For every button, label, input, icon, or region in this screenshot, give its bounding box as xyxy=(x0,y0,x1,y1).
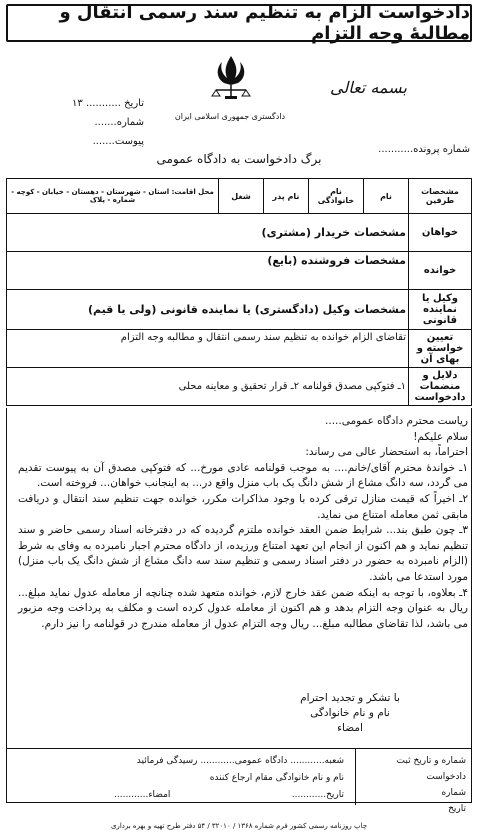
referral-name: نام و نام خانوادگی مقام ارجاع کننده xyxy=(209,773,344,783)
col-parties: مشخصات طرفین xyxy=(409,179,472,214)
signoff xyxy=(300,691,400,736)
table-row xyxy=(7,252,472,290)
letter-body xyxy=(18,414,468,632)
signature: امضاء xyxy=(337,722,363,734)
registration-number: شماره xyxy=(441,788,466,798)
closing: با تشکر و تجدید احترام xyxy=(300,692,400,704)
col-address: محل اقامت: استان - شهرستان - دهستان - خیابان - کوچه - شماره - پلاک xyxy=(7,179,219,214)
registration-label: شماره و تاریخ ثبت دادخواست xyxy=(396,756,466,782)
parties-table xyxy=(6,178,472,406)
attachment-label: پیوست....... xyxy=(92,136,144,147)
col-father: نام پدر xyxy=(264,179,309,214)
letter-salutation: ریاست محترم دادگاه عمومی..... xyxy=(325,415,468,427)
date-label: تاریخ ........... ۱۳ xyxy=(72,98,144,109)
col-name: نام xyxy=(364,179,409,214)
row-content: ۱ـ فتوکپی مصدق قولنامه ۲ـ قرار تحقیق و معاینه محلی xyxy=(7,368,409,406)
print-line: چاپ روزنامه رسمی کشور فرم شماره ۱۳۶۸ / ۳۲۰۱۰ / ۵۴ دفتر طرح تهیه و بهره برداری xyxy=(110,822,368,830)
referral-sign: امضاء............ xyxy=(114,790,171,800)
letter-paragraph-4: ۴ـ بعلاوه، با توجه به اینکه ضمن عقد خارج لازم، خوانده متعهد شده چنانچه از معامله عدول نماید مبلغ... ریال به عنوان وجه التزام بدهد و هم اکنون از معامله عدول کرده است و مکلف به پرداخت وجه مزبور می باشد، لذا تقاضای مطالبه مبلغ... ریال وجه التزام عدول از معامله مندرج در قولنامه را نیز دارم. xyxy=(18,586,468,630)
referral-date: تاریخ............ xyxy=(291,790,344,800)
row-label: خوانده xyxy=(409,252,472,290)
table-row xyxy=(7,368,472,406)
letter-greeting: سلام علیکم! xyxy=(413,430,468,443)
row-label: خواهان xyxy=(409,214,472,252)
row-content: مشخصات خریدار (مشتری) xyxy=(7,214,409,252)
row-label: وکیل یا نماینده قانونی xyxy=(409,290,472,330)
signature-name: نام و نام خانوادگی xyxy=(310,707,390,719)
letter-paragraph-2: ۲ـ اخیراً که قیمت منازل ترقی کرده با وجود مذاکرات مکرر، خوانده جهت تنظیم سند انتقال و دریافت مابقی ثمن معامله امتناع می نماید. xyxy=(18,492,468,521)
footer xyxy=(6,748,472,819)
form-title xyxy=(6,4,472,42)
row-label: تعیین خواسته و بهای آن xyxy=(409,330,472,368)
letter-intro: احتراماً، به استحضار عالی می رساند: xyxy=(305,446,468,459)
col-job: شغل xyxy=(219,179,264,214)
footer-registration xyxy=(362,753,466,817)
referral-branch: شعبه............ دادگاه عمومی............ رسیدگی فرمائید xyxy=(136,756,344,766)
row-label: دلایل و منضمات دادخواست xyxy=(409,368,472,406)
table-row xyxy=(7,214,472,252)
registration-date: تاریخ xyxy=(448,804,466,814)
iran-emblem-icon xyxy=(206,52,256,110)
judiciary-label: دادگستری جمهوری اسلامی ایران xyxy=(174,112,286,121)
row-content: مشخصات وکیل (دادگستری) یا نماینده قانونی (ولی یا قیم) xyxy=(7,290,409,330)
addressee: برگ دادخواست به دادگاه عمومی xyxy=(156,152,322,166)
referral-date-sign xyxy=(114,787,344,804)
row-content: مشخصات فروشنده (بایع) xyxy=(7,252,409,290)
footer-divider xyxy=(355,749,356,805)
table-header-row xyxy=(7,179,472,214)
case-number-label: شماره پرونده........... xyxy=(378,144,470,155)
footer-referral xyxy=(114,753,344,804)
number-label: شماره....... xyxy=(94,117,144,128)
header-meta xyxy=(24,94,144,151)
table-row xyxy=(7,290,472,330)
row-content: تقاضای الزام خوانده به تنظیم سند رسمی انتقال و مطالبه وجه التزام xyxy=(7,330,409,368)
col-family: نام خانوادگی xyxy=(309,179,364,214)
form-title-text: دادخواست الزام به تنظیم سند رسمی انتقال و مطالبۀ وجه التزام xyxy=(59,2,470,44)
table-row xyxy=(7,330,472,368)
letter-paragraph-3: ۳ـ چون طبق بند... شرایط ضمن العقد خوانده ملتزم گردیده که در دفترخانه اسناد رسمی حاضر و سند تنظیم نماید و هم اکنون از انجام این تعهد امتناع ورزیده، از دادگاه محترم اجبار نامبرده به وفای به شرط (الزام نامبرده به حضور در دفتر اسناد رسمی و تنظیم سند سه دانگ مشاع از شش دانگ یک باب منزل) مورد استدعا می باشد. xyxy=(18,524,468,583)
bestaale-text: بسمه تعالی xyxy=(330,78,407,97)
letter-paragraph-1: ۱ـ خواندۀ محترم آقای/خانم.... به موجب قولنامه عادی مورخ... که فتوکپی مصدق آن به پیوست تقدیم می گردد، سه دانگ مشاع از شش دانگ یک باب منزل واقع در... به اینجانب خواهان... فروخته است. xyxy=(18,461,468,490)
